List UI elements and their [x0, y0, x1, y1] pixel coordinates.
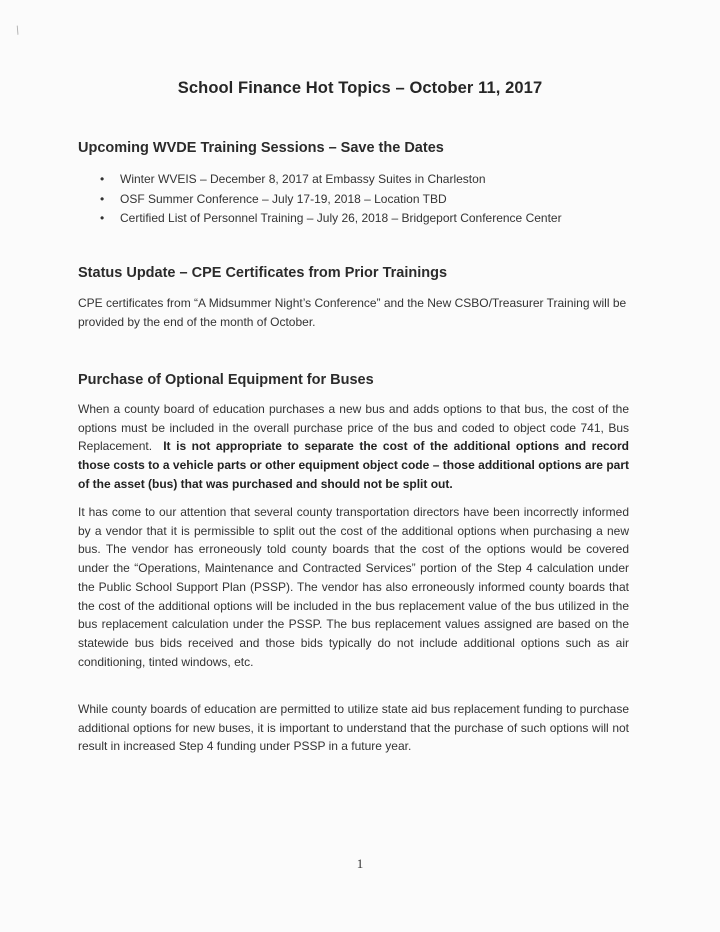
list-item-text: Winter WVEIS – December 8, 2017 at Embassy Suites in Charleston — [120, 172, 486, 186]
purchase-paragraph-2: It has come to our attention that several county transportation directors have been incorrectly informed by a vendor that it is permissible to split out the cost of the additional options when purchasing a new bus. The vendor has erroneously told county boards that the cost of the options would be covered under the “Operations, Maintenance and Contracted Services” portion of the Step 4 calculation under the Public School Support Plan (PSSP). The vendor has also erroneously informed county boards that the cost of the additional options will be included in the bus replacement value of the bus utilized in the bus replacement calculation under the PSSP. The bus replacement values assigned are based on the statewide bus bids received and those bids typically do not include additional options such as air conditioning, tinted windows, etc. — [78, 505, 629, 669]
list-item — [78, 190, 562, 210]
bullet-icon: • — [100, 191, 105, 206]
training-dates-list — [78, 170, 562, 229]
document-title: School Finance Hot Topics – October 11, 2017 — [177, 79, 543, 97]
page-number: 1 — [356, 856, 364, 871]
purchase-paragraph-1 — [78, 400, 629, 494]
purchase-paragraph-3: While county boards of education are permitted to utilize state aid bus replacement funding to purchase additional options for new buses, it is important to understand that the purchase of such options will not result in increased Step 4 funding under PSSP in a future year. — [78, 702, 629, 754]
list-item-text: OSF Summer Conference – July 17-19, 2018 – Location TBD — [120, 191, 447, 206]
section-heading-training: Upcoming WVDE Training Sessions – Save the Dates — [78, 140, 444, 156]
list-item — [78, 209, 562, 229]
section-heading-status: Status Update – CPE Certificates from Prior Trainings — [78, 265, 448, 281]
list-item — [78, 170, 562, 190]
purchase-paragraph-1-text: When a county board of education purchases a new bus and adds options to that bus, the cost of the options must be included in the overall purchase price of the bus and coded to object code 741, Bus Replacement. — [78, 402, 629, 454]
status-paragraph: CPE certificates from “A Midsummer Night’s Conference” and the New CSBO/Treasurer Training will be provided by the end of the month of October. — [78, 296, 627, 329]
list-item-text: Certified List of Personnel Training – July 26, 2018 – Bridgeport Conference Center — [120, 211, 562, 225]
bullet-icon: • — [100, 172, 105, 186]
purchase-paragraph-1-emphasis: It is not appropriate to separate the cost of the additional options and record those costs to a vehicle parts or other equipment object code – those additional options are part of the asset (bus) that was purchased and should not be split out. — [78, 439, 630, 491]
bullet-icon: • — [100, 211, 105, 225]
section-heading-purchase: Purchase of Optional Equipment for Buses — [78, 372, 374, 388]
scan-artifact-mark: / — [13, 23, 22, 38]
